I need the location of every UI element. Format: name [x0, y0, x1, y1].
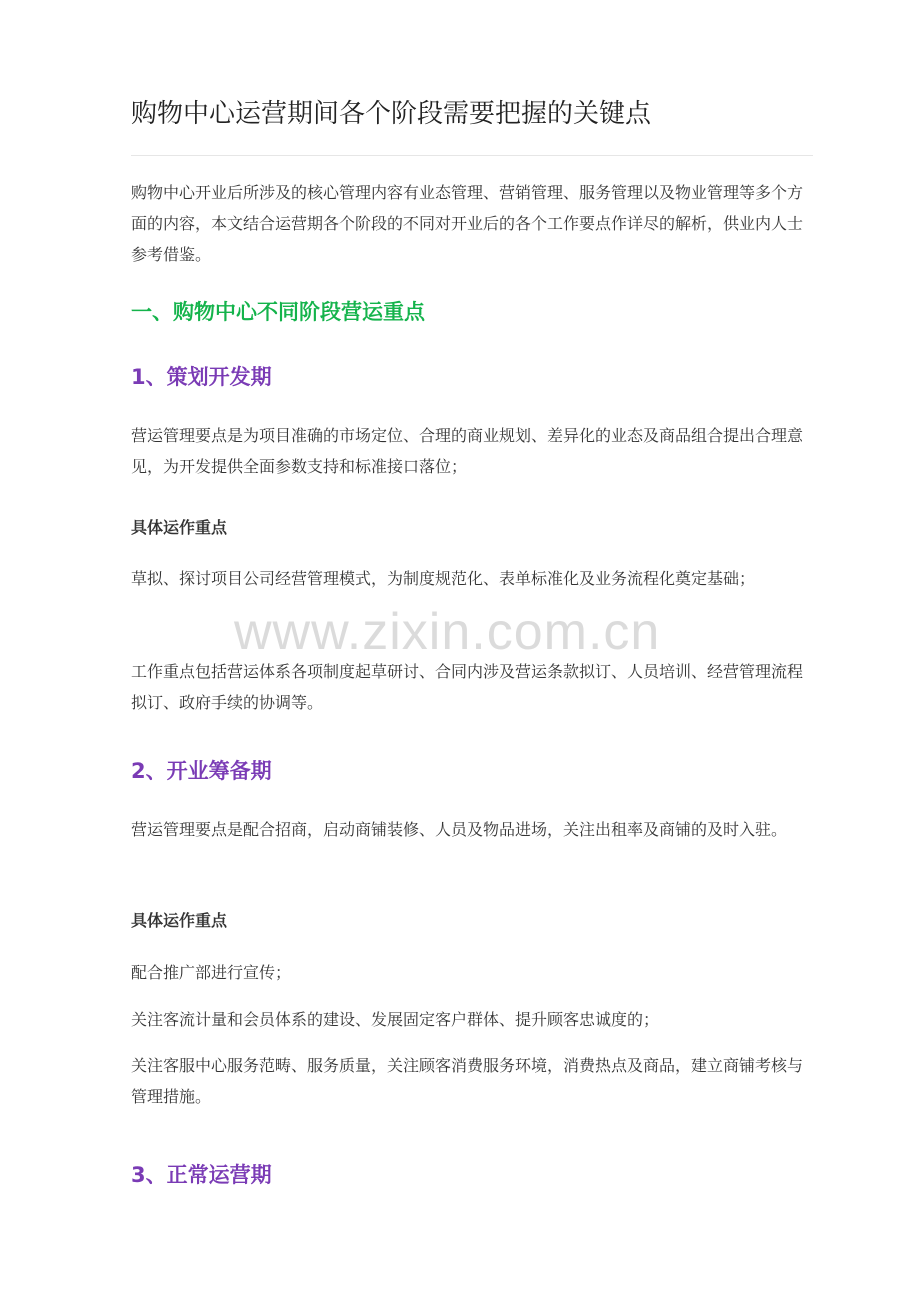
- stage2-subheading: 具体运作重点: [131, 911, 228, 930]
- intro-paragraph: 购物中心开业后所涉及的核心管理内容有业态管理、营销管理、服务管理以及物业管理等多个方面的内容，本文结合运营期各个阶段的不同对开业后的各个工作要点作详尽的解析，供业内人士参考借鉴。: [131, 183, 804, 264]
- stage2-point-3: 关注客服中心服务范畴、服务质量，关注顾客消费服务环境，消费热点及商品，建立商铺考核与管理措施。: [131, 1056, 804, 1106]
- article-title: 购物中心运营期间各个阶段需要把握的关键点: [131, 99, 652, 129]
- section-heading-1: 一、购物中心不同阶段营运重点: [131, 300, 425, 324]
- stage-heading-1: 1、策划开发期: [131, 365, 272, 389]
- stage1-point-2: 工作重点包括营运体系各项制度起草研讨、合同内涉及营运条款拟订、人员培训、经营管理流程拟订、政府手续的协调等。: [131, 662, 804, 712]
- stage2-point-2: 关注客流计量和会员体系的建设、发展固定客户群体、提升顾客忠诚度的；: [131, 1010, 660, 1029]
- stage2-point-1: 配合推广部进行宣传；: [131, 963, 292, 982]
- title-divider: [131, 155, 813, 156]
- watermark: www.zixin.com.cn: [234, 603, 661, 661]
- stage1-subheading: 具体运作重点: [131, 518, 228, 537]
- stage2-paragraph: 营运管理要点是配合招商，启动商铺装修、人员及物品进场，关注出租率及商铺的及时入驻。: [131, 820, 788, 839]
- stage1-point-1: 草拟、探讨项目公司经营管理模式，为制度规范化、表单标准化及业务流程化奠定基础；: [131, 569, 756, 588]
- stage-heading-2: 2、开业筹备期: [131, 759, 272, 783]
- stage-heading-3: 3、正常运营期: [131, 1163, 272, 1187]
- stage1-paragraph: 营运管理要点是为项目准确的市场定位、合理的商业规划、差异化的业态及商品组合提出合理意见，为开发提供全面参数支持和标准接口落位；: [131, 426, 804, 476]
